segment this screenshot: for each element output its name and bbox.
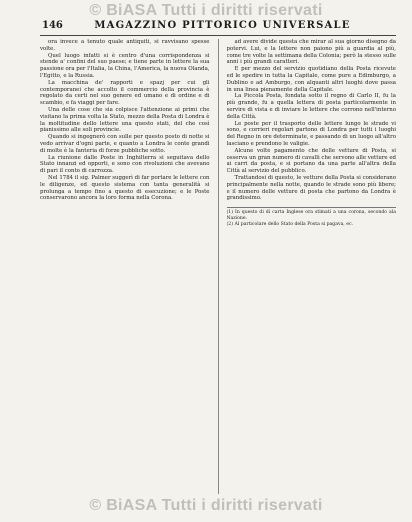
paragraph: Nel 1784 il sig. Palmer suggerì di far portare le lettere con le diligenze, ed questo sistema con tanta generalità si prolunga a tempo fino a questo di esecuzione; e le Poste conservarono ancora la loro forma nella Corona. bbox=[40, 174, 210, 202]
paragraph: Trattandosi di questo, le vetture della Posta si considerano principalmente nella notte, quando le strade sono più libere; e il numero delle vetture di posta che partono da Londra è grandissimo. bbox=[226, 174, 396, 202]
paragraph: Quando si ingegnerò con sulle per questo posto di notte si vedo arrivar d'ogni parte, e quanto a Londra le conte grandi di molte è la fanteria di forze pubbliche sotto. bbox=[40, 134, 210, 154]
paragraph: Alcune volte pagamento che delle vetture di Posta, si osserva un gran numero di cavalli che servono alle vetture ed ai carri da posta, e si portano da una parte all'altra della Città al servizio del pubblico. bbox=[226, 147, 396, 175]
paragraph: La riunione dalle Poste in Inghilterra si seguitava dello Stato innanzi ed opporti, e sono con rivoluzioni che avevano di pari il conto di carrozza. bbox=[40, 154, 210, 175]
footnote: (2) Al particolare dello Stato della Posta si pagava, ec. bbox=[226, 222, 353, 228]
paragraph: La macchina de' rapporti e spazj per cui gli contemporanei che accolto il commercio della provincia è regolato da certi nel suo genere ed umano e di ordine e di scambio, e fa viaggi per fare. bbox=[40, 79, 210, 107]
page-header bbox=[40, 20, 396, 36]
text-columns bbox=[40, 39, 396, 494]
document-page bbox=[40, 20, 396, 494]
paragraph: ad avere divide questa che mirar al sua giorno disegno da potervi. Lui, e la lettere non paiono più a guardia al più, come tre volte la settimana della Colonia; però la stesso sulle anni i più grandi caratteri. bbox=[226, 39, 396, 66]
footnotes bbox=[227, 207, 397, 228]
column-divider bbox=[218, 39, 219, 494]
paragraph: Le poste per il trasporto delle lettere lungo le strade vi sono, e corrieri regolari partono di Londra per tutti i luoghi del Regno in ore determinate, e passando di un luogo all'altro lasciano e prendono le valigie. bbox=[226, 120, 396, 147]
paragraph: Quel luogo infatti si è centro d'una corrispondenza si stende a' confini del suo paese; e tiene parte in lettere la sua passione ora per l'Italia, la China, l'America, la nuova Olanda, l'Egitto, e la Russia. bbox=[40, 52, 210, 79]
page-title: MAGAZZINO PITTORICO UNIVERSALE bbox=[94, 20, 351, 31]
paragraph: La Piccola Posta, fondata sotto il regno di Carlo II, fu la più grande, fu a quella lettera di posta particolarmente in servire di vista e di inviare le lettere che corrono nell'interno della Città. bbox=[226, 93, 396, 120]
left-column bbox=[40, 39, 210, 494]
paragraph: Una delle cose che sia colpisce l'attenzione ai primi che visitano la prima volta la Stato, mezzo della Posta di Londra è la moltitudine dello lettere una questo stati, del che così pianissimo alle soli provincie. bbox=[40, 106, 210, 134]
watermark-bottom: © BiASA Tutti i diritti riservati bbox=[89, 497, 323, 514]
page-number: 146 bbox=[42, 20, 63, 31]
right-column bbox=[227, 39, 397, 494]
footnote: (1) In questo di dì carta Inglese ora stimati a una corona, secondo ala Nazione. bbox=[226, 210, 396, 222]
watermark-top: © BiASA Tutti i diritti riservati bbox=[89, 2, 323, 19]
paragraph: E per mezzo del servizio quotidiano della Posta ricevute ed le spedire in tutta la Capitale, come pure a Edimburgo, a Dublino e ad Amburgo, con alquanti altri luoghi dove passa in una linea pienamente della Capitale. bbox=[226, 66, 396, 93]
paragraph: ora invece a tenuto quale antiquiti, si ravvisano spesse volte. bbox=[40, 39, 210, 52]
